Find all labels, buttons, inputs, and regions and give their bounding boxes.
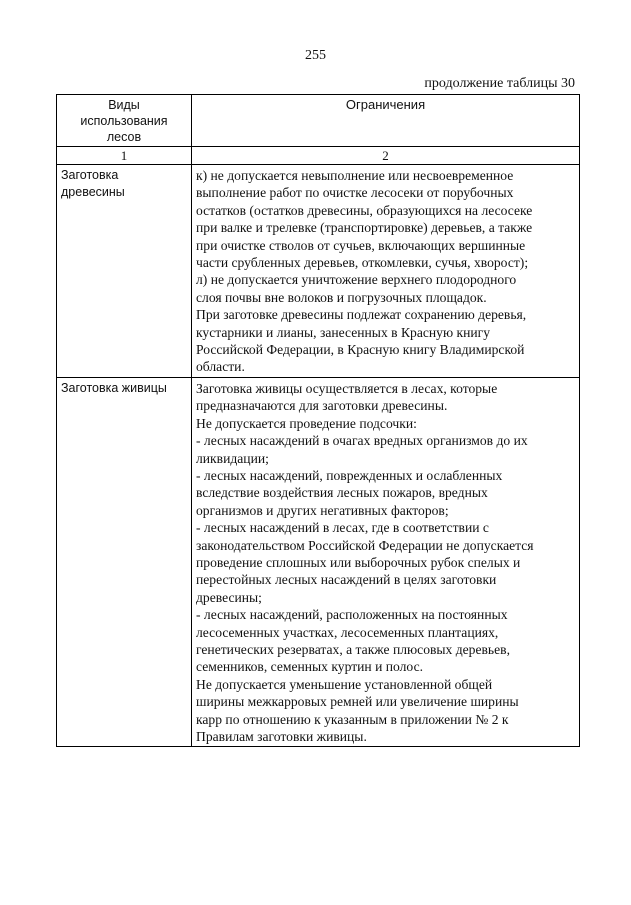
text-line: При заготовке древесины подлежат сохранению деревья, (196, 307, 527, 323)
usage-type-line: Заготовка живицы (61, 380, 167, 395)
table-header-row (57, 95, 580, 147)
usage-type-cell (57, 165, 192, 378)
table-row (57, 377, 580, 747)
header-restrictions: Ограничения (192, 95, 580, 147)
text-line: ликвидации; (196, 450, 269, 466)
text-line: области. (196, 359, 245, 375)
header-usage-types (57, 95, 192, 147)
text-line: при очистке стволов от сучьев, включающих вершинные (196, 237, 526, 253)
text-line: законодательством Российской Федерации не допускается (196, 537, 534, 553)
text-line: при валке и трелевке (транспортировке) деревьев, а также (196, 220, 533, 236)
text-line: выполнение работ по очистке лесосеки от порубочных (196, 185, 514, 201)
text-line: организмов и других негативных факторов; (196, 502, 449, 518)
usage-type-line: древесины (61, 185, 125, 199)
usage-type-cell (57, 377, 192, 747)
text-line: вследствие воздействия лесных пожаров, вредных (196, 485, 488, 501)
text-line: ширины межкарровых ремней или увеличение ширины (196, 694, 519, 710)
text-line: Не допускается уменьшение установленной общей (196, 676, 493, 692)
text-line: предназначаются для заготовки древесины. (196, 398, 448, 414)
text-line: - лесных насаждений в лесах, где в соответствии с (196, 520, 489, 536)
text-line: Российской Федерации, в Красную книгу Владимирской (196, 342, 525, 358)
text-line: кустарники и лианы, занесенных в Красную книгу (196, 324, 491, 340)
text-line: карр по отношению к указанным в приложении № 2 к (196, 711, 509, 727)
restrictions-cell (192, 165, 580, 378)
text-line: Правилам заготовки живицы. (196, 729, 367, 744)
text-line: семенников, семенных куртин и полос. (196, 659, 423, 675)
text-line: слоя почвы вне волоков и погрузочных площадок. (196, 289, 487, 305)
text-line: л) не допускается уничтожение верхнего плодородного (196, 272, 517, 288)
table-continuation-label: продолжение таблицы 30 (424, 76, 575, 91)
column-numbering-row (57, 147, 580, 165)
text-line: генетических резерватах, а также плюсовых деревьев, (196, 641, 510, 657)
restrictions-table (56, 94, 580, 747)
text-line: остатков (остатков древесины, образующихся на лесосеке (196, 202, 533, 218)
text-line: - лесных насаждений в очагах вредных организмов до их (196, 433, 528, 449)
page-number: 255 (305, 48, 326, 63)
restrictions-cell (192, 377, 580, 747)
text-line: части срубленных деревьев, откомлевки, сучья, хворост); (196, 255, 529, 271)
header-usage-types-line: использования (80, 114, 168, 128)
header-usage-types-line: лесов (106, 130, 142, 144)
column-number: 2 (192, 147, 580, 165)
text-line: - лесных насаждений, расположенных на постоянных (196, 607, 508, 623)
text-line: Заготовка живицы осуществляется в лесах, которые (196, 380, 498, 396)
text-line: древесины; (196, 589, 262, 605)
header-usage-types-line: Виды (108, 98, 140, 112)
table-row (57, 165, 580, 378)
usage-type-line: Заготовка (61, 168, 119, 182)
text-line: к) не допускается невыполнение или несвоевременное (196, 168, 514, 183)
text-line: лесосеменных участках, лесосеменных плантациях, (196, 624, 499, 640)
text-line: Не допускается проведение подсочки: (196, 415, 417, 431)
text-line: - лесных насаждений, поврежденных и ослабленных (196, 467, 503, 483)
text-line: перестойных лесных насаждений в целях заготовки (196, 572, 497, 588)
text-line: проведение сплошных или выборочных рубок спелых и (196, 554, 521, 570)
column-number: 1 (57, 147, 192, 165)
